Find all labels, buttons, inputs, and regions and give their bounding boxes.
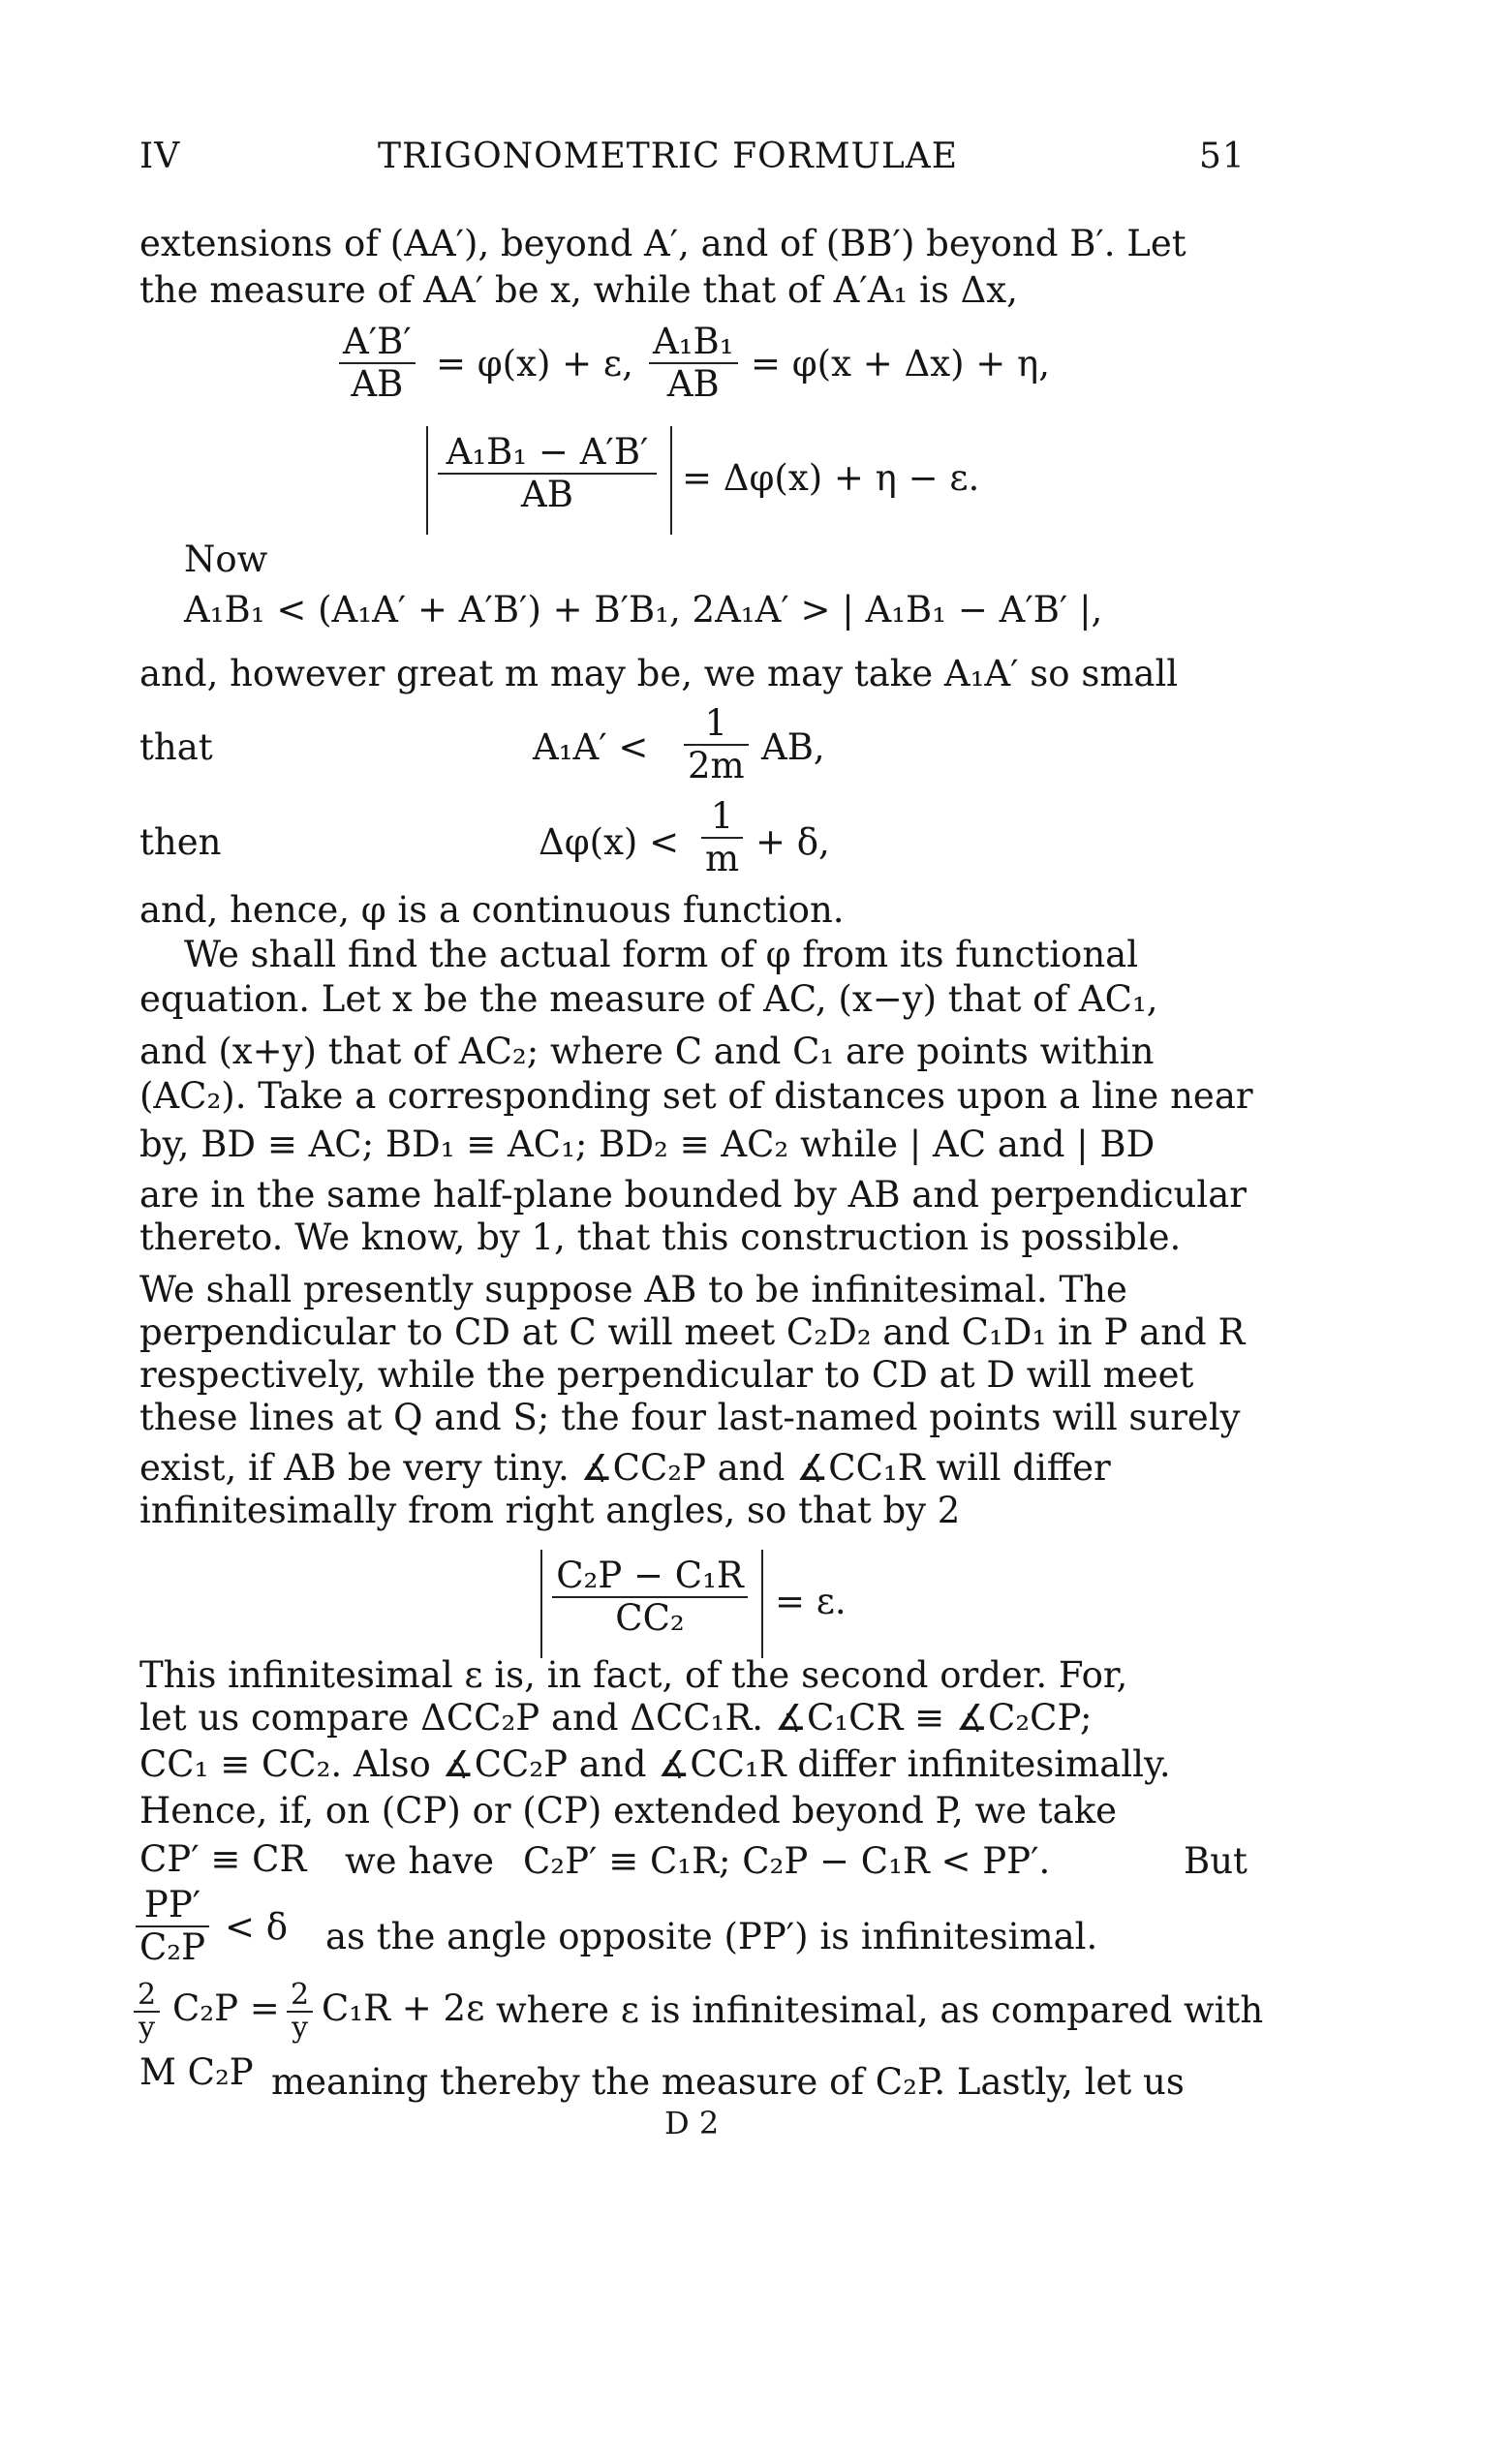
equation-c2p-prime-relation: C₂P′ ≡ C₁R; C₂P − C₁R < PP′. [523,1840,1051,1882]
inequality-rhs: AB, [761,726,825,768]
text-line: We shall find the actual form of φ from its functional [184,934,1139,975]
text-line: Now [184,539,268,580]
page-number: 51 [1199,137,1246,176]
signature-mark: D 2 [664,2105,720,2141]
text-line: (AC₂). Take a corresponding set of distances upon a line near [139,1075,1253,1117]
fraction-two-over-y [287,1980,313,2044]
fraction-denominator: m [705,838,740,879]
fraction-denominator: AB [666,363,720,405]
fraction-numerator: 2 [134,1980,160,2013]
equation-rhs: = φ(x + Δx) + η, [751,343,1050,385]
measure-label: M C₂P [139,2051,254,2093]
fraction-denominator: AB [521,474,573,515]
equation-rhs: = φ(x) + ε, [436,343,633,385]
fraction-two-over-y [134,1980,160,2044]
fraction-denominator: 2m [688,745,745,786]
fraction-numerator: A₁B₁ − A′B′ [438,432,657,475]
fraction-difference-over-ab [438,432,657,515]
text-line: perpendicular to CD at C will meet C₂D₂ and C₁D₁ in P and R [139,1311,1246,1353]
text-line: that [139,726,213,768]
text-line: then [139,821,222,863]
text-line: and, however great m may be, we may take A₁A′ so small [139,653,1179,694]
text-fragment: as the angle opposite (PP′) is infinitesimal. [325,1916,1098,1957]
fraction-c2p-minus-c1r-over-cc2 [552,1555,748,1639]
equation-rhs: = Δφ(x) + η − ε. [682,457,980,499]
equation-term: C₁R + 2ε [322,1987,485,2029]
text-fragment: where ε is infinitesimal, as compared with [496,1989,1264,2031]
text-line: exist, if AB be very tiny. ∡CC₂P and ∡CC₁R will differ [139,1447,1111,1489]
text-line: the measure of AA′ be x, while that of A′A₁ is Δx, [139,269,1018,311]
equation-term: C₂P = [172,1987,280,2029]
text-line: by, BD ≡ AC; BD₁ ≡ AC₁; BD₂ ≡ AC₂ while | AC and | BD [139,1124,1156,1165]
fraction-pp-prime-over-c2p [136,1885,209,1968]
text-line: We shall presently suppose AB to be infinitesimal. The [139,1269,1127,1310]
fraction-numerator: A₁B₁ [649,322,738,364]
fraction-denominator: y [139,2011,156,2045]
inequality-rhs: + δ, [755,821,830,863]
fraction-one-over-m [701,796,743,879]
text-line: and, hence, φ is a continuous function. [139,889,845,931]
fraction-a-prime-b-prime-over-ab [339,322,416,405]
text-fragment: we have [345,1840,495,1882]
fraction-numerator: 2 [287,1980,313,2013]
equation-cp-prime: CP′ ≡ CR [139,1838,307,1880]
fraction-a1b1-over-ab [649,322,738,405]
text-line: these lines at Q and S; the four last-named points will surely [139,1397,1241,1438]
fraction-denominator: CC₂ [615,1597,685,1639]
text-line: are in the same half-plane bounded by AB and perpendicular [139,1174,1247,1216]
fraction-numerator: 1 [684,703,749,746]
running-title: TRIGONOMETRIC FORMULAE [378,137,959,176]
inequality-lhs: A₁A′ < [533,726,649,768]
fraction-numerator: A′B′ [339,322,416,364]
equation-rhs: = ε. [775,1581,847,1622]
text-line: Hence, if, on (CP) or (CP) extended beyond P, we take [139,1790,1118,1832]
text-line: and (x+y) that of AC₂; where C and C₁ are points within [139,1031,1155,1072]
fraction-denominator: AB [351,363,404,405]
inequality-line: A₁B₁ < (A₁A′ + A′B′) + B′B₁, 2A₁A′ > | A₁B₁ − A′B′ |, [184,589,1103,631]
inequality-rhs: < δ [225,1906,289,1948]
fraction-numerator: 1 [701,796,743,839]
text-line: let us compare ΔCC₂P and ΔCC₁R. ∡C₁CR ≡ ∡C₂CP; [139,1697,1093,1739]
text-line: This infinitesimal ε is, in fact, of the second order. For, [139,1654,1128,1696]
fraction-numerator: PP′ [136,1885,209,1927]
fraction-denominator: y [292,2011,309,2045]
text-line: respectively, while the perpendicular to CD at D will meet [139,1354,1194,1396]
text-line: infinitesimally from right angles, so that by 2 [139,1490,961,1531]
text-line: extensions of (AA′), beyond A′, and of (BB′) beyond B′. Let [139,223,1186,264]
text-line: equation. Let x be the measure of AC, (x−y) that of AC₁, [139,978,1158,1020]
text-fragment: But [1184,1840,1248,1882]
inequality-lhs: Δφ(x) < [539,821,680,863]
fraction-numerator: C₂P − C₁R [552,1555,748,1598]
chapter-number: IV [139,137,181,176]
fraction-one-over-2m [684,703,749,786]
fraction-denominator: C₂P [139,1926,206,1968]
text-fragment: meaning thereby the measure of C₂P. Lastly, let us [271,2061,1185,2103]
text-line: CC₁ ≡ CC₂. Also ∡CC₂P and ∡CC₁R differ infinitesimally. [139,1743,1171,1785]
text-line: thereto. We know, by 1, that this construction is possible. [139,1217,1182,1258]
